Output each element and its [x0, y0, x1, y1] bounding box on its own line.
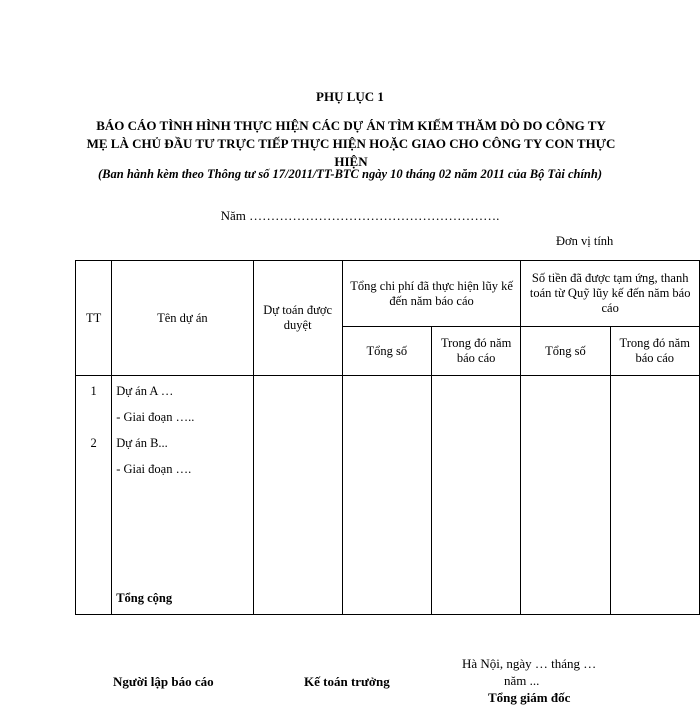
- subheader-in-year-2: Trong đó năm báo cáo: [610, 327, 700, 376]
- place-date-line: Hà Nội, ngày … tháng …: [462, 656, 597, 671]
- total-label: Tổng cộng: [116, 591, 173, 605]
- header-tt: TT: [76, 261, 112, 376]
- project-phase: - Giai đoạn ….: [116, 462, 192, 476]
- project-phase: - Giai đoạn …..: [116, 410, 195, 424]
- chief-accountant-signature-label: Kế toán trưởng: [304, 674, 390, 689]
- tt-column-cell: [76, 376, 112, 615]
- report-title-line-1: BÁO CÁO TÌNH HÌNH THỰC HIỆN CÁC DỰ ÁN TÌM KIẾM THĂM DÒ DO CÔNG TY: [96, 118, 606, 133]
- year-line: năm ...: [504, 673, 540, 688]
- project-name: Dự án A …: [116, 384, 174, 398]
- preparer-signature-label: Người lập báo cáo: [113, 674, 214, 689]
- header-advanced-amount: Số tiền đã được tạm ứng, thanh toán từ Quỹ lũy kế đến năm báo cáo: [521, 261, 700, 327]
- subheader-total-1: Tổng số: [342, 327, 431, 376]
- project-name: Dự án B...: [116, 436, 168, 450]
- header-cumulative-cost: Tổng chi phí đã thực hiện lũy kế đến năm báo cáo: [342, 261, 521, 327]
- row-number: 1: [90, 384, 97, 398]
- legal-basis-subtitle: (Ban hành kèm theo Thông tư số 17/2011/TT-BTC ngày 10 tháng 02 năm 2011 của Bộ Tài chính): [98, 167, 602, 181]
- report-title-line-2: MẸ LÀ CHỦ ĐẦU TƯ TRỰC TIẾP THỰC HIỆN HOẶC GIAO CHO CÔNG TY CON THỰC: [86, 136, 616, 151]
- table-body-row: [76, 376, 700, 615]
- header-approved-budget: Dự toán được duyệt: [253, 261, 342, 376]
- appendix-title: PHỤ LỤC 1: [316, 89, 384, 104]
- header-project-name: Tên dự án: [112, 261, 253, 376]
- advance-total-cell: [521, 376, 610, 615]
- advance-in-year-cell: [610, 376, 700, 615]
- cost-in-year-cell: [431, 376, 520, 615]
- budget-cell: [253, 376, 342, 615]
- director-signature-label: Tổng giám đốc: [488, 690, 571, 705]
- table-header-row: [76, 261, 700, 327]
- subheader-in-year-1: Trong đó năm báo cáo: [431, 327, 520, 376]
- report-title: [78, 117, 624, 171]
- project-name-cell: [112, 376, 253, 615]
- row-number: 2: [90, 436, 97, 450]
- report-title-line-3: HIỆN: [334, 154, 368, 169]
- report-year-line: Năm ………………………………………………….: [220, 208, 500, 223]
- report-table: [75, 260, 700, 615]
- subheader-total-2: Tổng số: [521, 327, 610, 376]
- cost-total-cell: [342, 376, 431, 615]
- unit-label: Đơn vị tính: [556, 234, 614, 248]
